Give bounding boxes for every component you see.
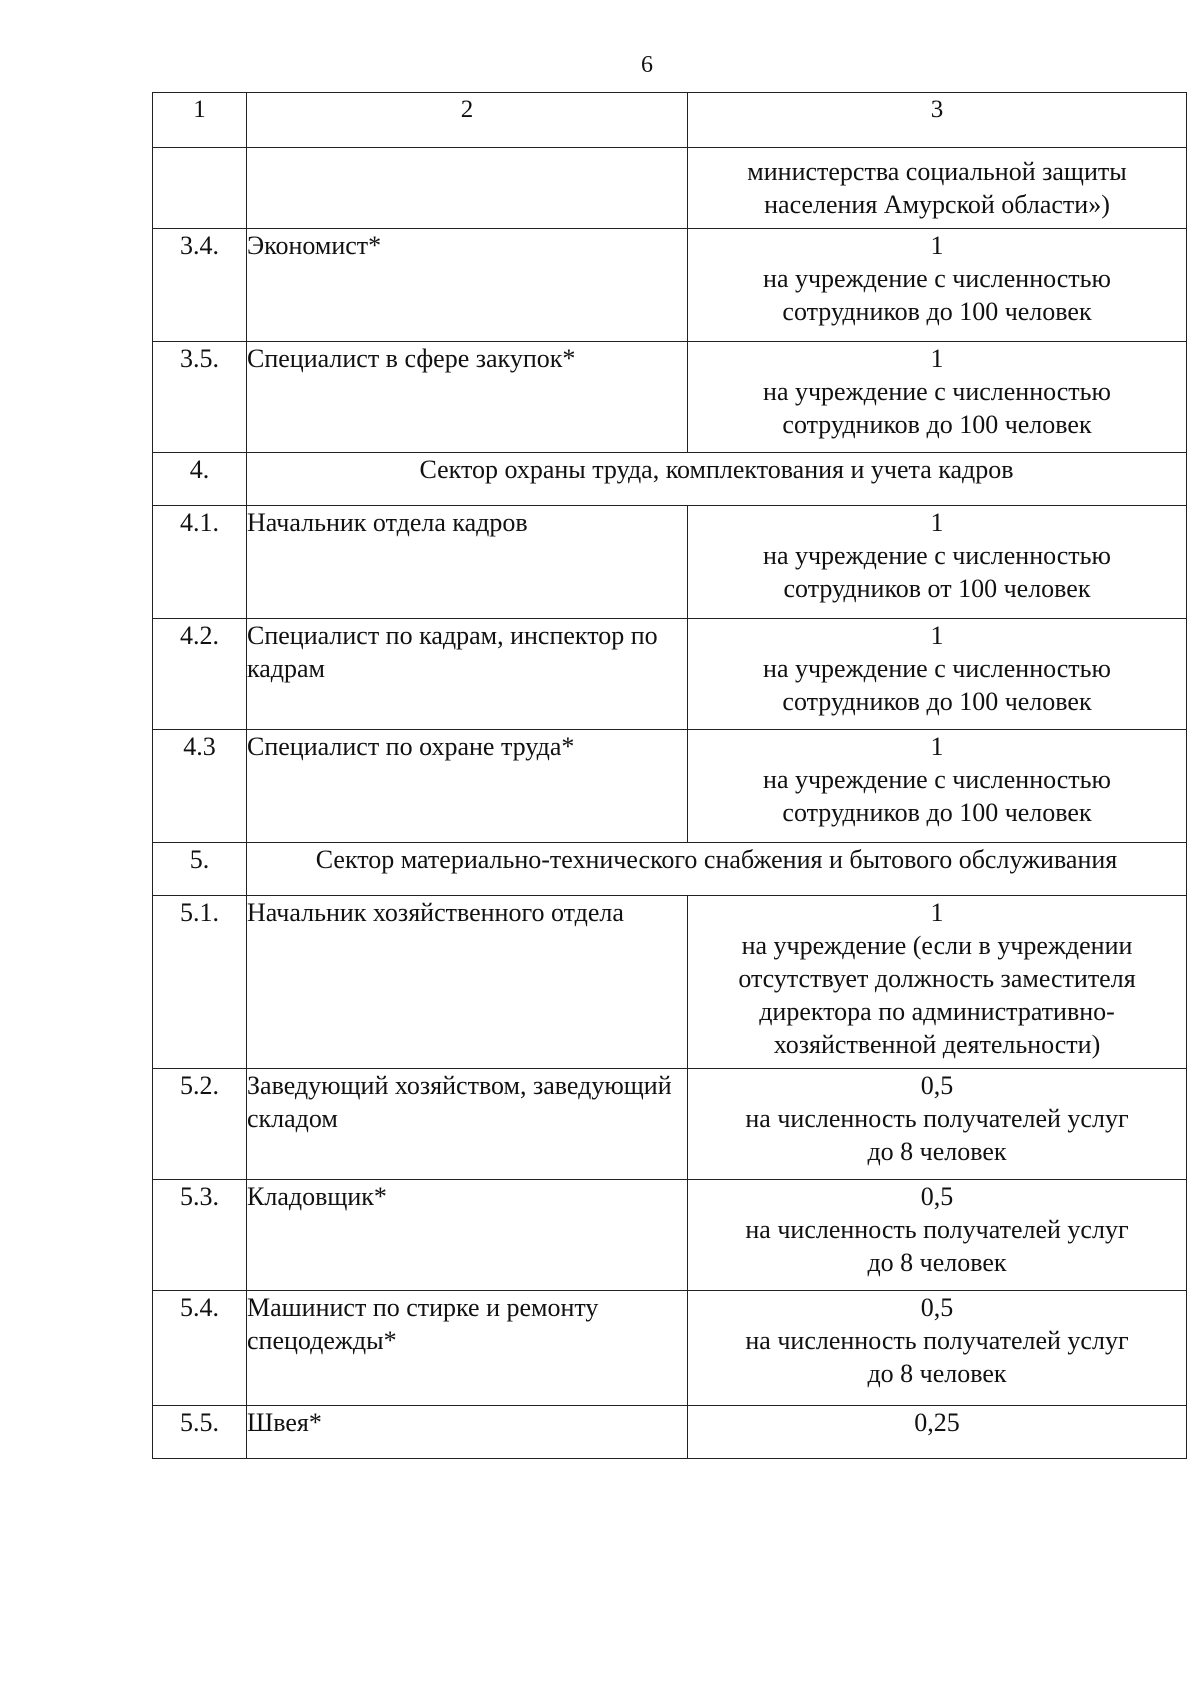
staffing-norm: [688, 730, 1187, 843]
position-title: Начальник хозяйственного отдела: [247, 896, 688, 1069]
page-number: 6: [641, 52, 653, 78]
staffing-norm: [688, 619, 1187, 730]
norm-description-line: на численность получателей услуг: [745, 1215, 1129, 1244]
staffing-norm: [688, 1069, 1187, 1180]
section-number: 5.: [153, 843, 247, 896]
norm-value: 0,25: [914, 1408, 960, 1437]
continuation-line: министерства социальной защиты: [747, 157, 1127, 186]
item-number: 5.5.: [153, 1406, 247, 1459]
norm-value: 1: [930, 621, 944, 650]
norm-description-line: на учреждение с численностью: [763, 541, 1111, 570]
staffing-table: [152, 92, 1187, 1459]
item-number: 3.4.: [153, 229, 247, 342]
section-number: 4.: [153, 453, 247, 506]
norm-description-line: на численность получателей услуг: [745, 1104, 1129, 1133]
norm-value: 1: [930, 732, 944, 761]
section-row: [153, 453, 1187, 506]
norm-value: 1: [930, 898, 944, 927]
norm-value: 1: [930, 344, 944, 373]
staffing-norm: [688, 1180, 1187, 1291]
norm-value: 0,5: [920, 1293, 954, 1322]
norm-value: 1: [930, 508, 944, 537]
table-row: [153, 1406, 1187, 1459]
table-row: [153, 1291, 1187, 1406]
norm-description-line: сотрудников до 100 человек: [782, 410, 1092, 439]
position-title: Швея*: [247, 1406, 688, 1459]
empty-cell: [153, 148, 247, 229]
item-number: 5.3.: [153, 1180, 247, 1291]
norm-description-line: на учреждение (если в учреждении: [741, 931, 1133, 960]
norm-value: 1: [930, 231, 944, 260]
position-title: Специалист по кадрам, инспектор по кадрам: [247, 619, 688, 730]
item-number: 4.1.: [153, 506, 247, 619]
norm-description-line: на учреждение с численностью: [763, 765, 1111, 794]
norm-value: 0,5: [920, 1182, 954, 1211]
section-row: [153, 843, 1187, 896]
norm-description-line: на учреждение с численностью: [763, 654, 1111, 683]
section-title: Сектор материально-технического снабжения и бытового обслуживания: [247, 843, 1187, 896]
header-row: [153, 93, 1187, 148]
continuation-cell: [688, 148, 1187, 229]
norm-description-line: сотрудников до 100 человек: [782, 687, 1092, 716]
header-cell: 1: [153, 93, 247, 148]
staffing-norm: [688, 342, 1187, 453]
staffing-norm: [688, 1291, 1187, 1406]
norm-description-line: хозяйственной деятельности): [773, 1030, 1101, 1059]
norm-description-line: сотрудников до 100 человек: [782, 297, 1092, 326]
table-row: [153, 506, 1187, 619]
item-number: 5.2.: [153, 1069, 247, 1180]
position-title: Заведующий хозяйством, заведующий складом: [247, 1069, 688, 1180]
norm-description-line: сотрудников до 100 человек: [782, 798, 1092, 827]
position-title: Экономист*: [247, 229, 688, 342]
item-number: 3.5.: [153, 342, 247, 453]
norm-description-line: на численность получателей услуг: [745, 1326, 1129, 1355]
table-row: [153, 730, 1187, 843]
position-title: Кладовщик*: [247, 1180, 688, 1291]
staffing-norm: [688, 1406, 1187, 1459]
item-number: 5.4.: [153, 1291, 247, 1406]
continuation-row: [153, 148, 1187, 229]
norm-description-line: до 8 человек: [867, 1137, 1007, 1166]
item-number: 4.2.: [153, 619, 247, 730]
staffing-norm: [688, 896, 1187, 1069]
header-cell: 3: [688, 93, 1187, 148]
section-title: Сектор охраны труда, комплектования и учета кадров: [247, 453, 1187, 506]
staffing-norm: [688, 229, 1187, 342]
norm-description-line: сотрудников от 100 человек: [783, 574, 1091, 603]
table-row: [153, 229, 1187, 342]
norm-description-line: до 8 человек: [867, 1248, 1007, 1277]
item-number: 5.1.: [153, 896, 247, 1069]
norm-description-line: на учреждение с численностью: [763, 264, 1111, 293]
header-cell: 2: [247, 93, 688, 148]
table-row: [153, 1069, 1187, 1180]
position-title: Машинист по стирке и ремонту спецодежды*: [247, 1291, 688, 1406]
table-row: [153, 1180, 1187, 1291]
norm-description-line: на учреждение с численностью: [763, 377, 1111, 406]
empty-cell: [247, 148, 688, 229]
table-row: [153, 342, 1187, 453]
item-number: 4.3: [153, 730, 247, 843]
position-title: Специалист по охране труда*: [247, 730, 688, 843]
position-title: Специалист в сфере закупок*: [247, 342, 688, 453]
norm-value: 0,5: [920, 1071, 954, 1100]
norm-description-line: отсутствует должность заместителя: [738, 964, 1136, 993]
norm-description-line: директора по административно-: [759, 997, 1115, 1026]
norm-description-line: до 8 человек: [867, 1359, 1007, 1388]
continuation-line: населения Амурской области»): [764, 190, 1110, 219]
position-title: Начальник отдела кадров: [247, 506, 688, 619]
table-row: [153, 896, 1187, 1069]
staffing-norm: [688, 506, 1187, 619]
table-row: [153, 619, 1187, 730]
table-body: [153, 93, 1187, 1459]
